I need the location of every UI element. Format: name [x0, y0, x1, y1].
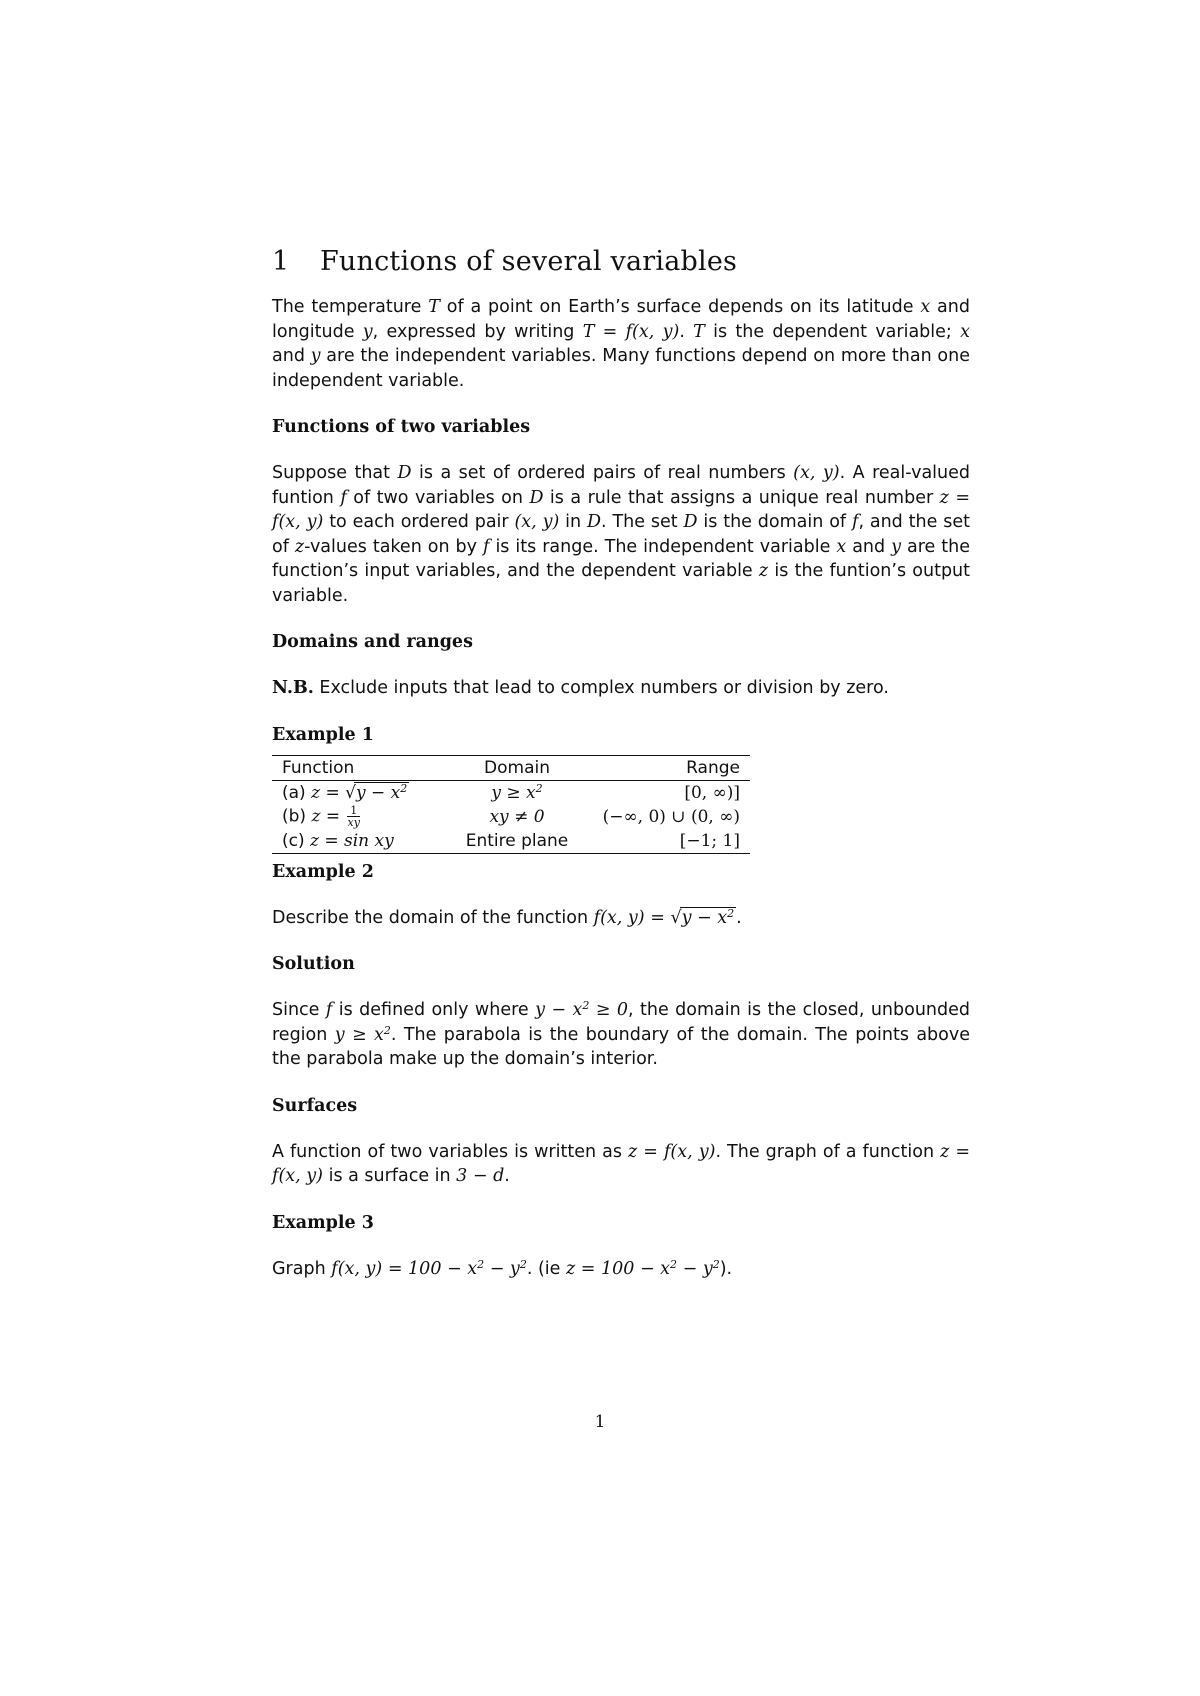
nb-label: N.B. — [272, 678, 314, 698]
cell-range: (−∞, 0) ∪ (0, ∞) — [602, 806, 740, 827]
heading-example-3: Example 3 — [272, 1212, 374, 1233]
surfaces-paragraph: A function of two variables is written as z = f(x, y). The graph of a function z = f(x, y) is a surface in 3 − d. — [272, 1141, 970, 1186]
example-1-table — [272, 755, 750, 854]
cell-function: (a) $z = √y - x^2$ — [282, 782, 408, 803]
heading-solution: Solution — [272, 954, 355, 974]
cell-domain: Entire plane — [465, 830, 569, 851]
table-row — [272, 829, 750, 854]
heading-example-2: Example 2 — [272, 861, 374, 882]
two-variables-paragraph: Suppose that D is a set of ordered pairs of real numbers (x, y). A real-valued funtion f of two variables on D is a rule that assigns a unique real number z = f(x, y) to each ordered pair (x, y) in D. The set D is the domain of f, and the set of z-values taken on by f is its range. The independent variable x and y are the function’s input variables, and the dependent variable z is the funtion’s output variable. — [272, 463, 971, 606]
heading-functions-two-variables: Functions of two variables — [272, 417, 531, 437]
table-row — [272, 780, 750, 805]
page-body — [272, 246, 970, 1281]
page-number: 1 — [594, 1412, 606, 1432]
section-number: 1 — [272, 246, 290, 277]
cell-function: (c) z = sin xy — [282, 830, 394, 851]
solution-paragraph: Since f is defined only where $y - x^2 \ge 0$, the domain is the closed, unbounded region $y \ge x^2$. The parabola is the boundary of the domain. The points above the parabola make up the domain’s interior. — [272, 999, 971, 1069]
cell-domain: $y \ge x^2$ — [491, 781, 543, 803]
example-3-text: Graph f(x, $y) = 100 - x^2 - y^2$. (ie $z = 100 - x^2 - y^2$). — [272, 1257, 733, 1279]
column-header-function: Function — [282, 757, 355, 778]
section-title — [272, 246, 970, 277]
column-header-range: Range — [686, 757, 740, 778]
table-row — [272, 805, 750, 829]
section-title-text: Functions of several variables — [320, 246, 738, 277]
nb-paragraph: N.B. Exclude inputs that lead to complex numbers or division by zero. — [272, 678, 889, 698]
cell-domain: xy ≠ 0 — [489, 806, 545, 827]
cell-function: (b) z = $\frac{1}{xy}$ — [282, 804, 360, 829]
cell-range: [−1; 1] — [679, 830, 740, 851]
intro-paragraph: The temperature T of a point on Earth’s surface depends on its latitude x and longitude y, expressed by writing T = f(x, y). T is the dependent variable; x and y are the independent variables. Many functions depend on more than one independent variable. — [272, 297, 970, 391]
heading-domains-ranges: Domains and ranges — [272, 632, 473, 652]
cell-range: [0, ∞)] — [684, 782, 740, 803]
example-2-text: Describe the domain of the function f(x, $y) = √y - x^2$ . — [272, 906, 742, 928]
heading-example-1: Example 1 — [272, 724, 374, 745]
heading-surfaces: Surfaces — [272, 1095, 358, 1116]
table-header-row — [272, 755, 750, 780]
column-header-domain: Domain — [484, 757, 550, 778]
